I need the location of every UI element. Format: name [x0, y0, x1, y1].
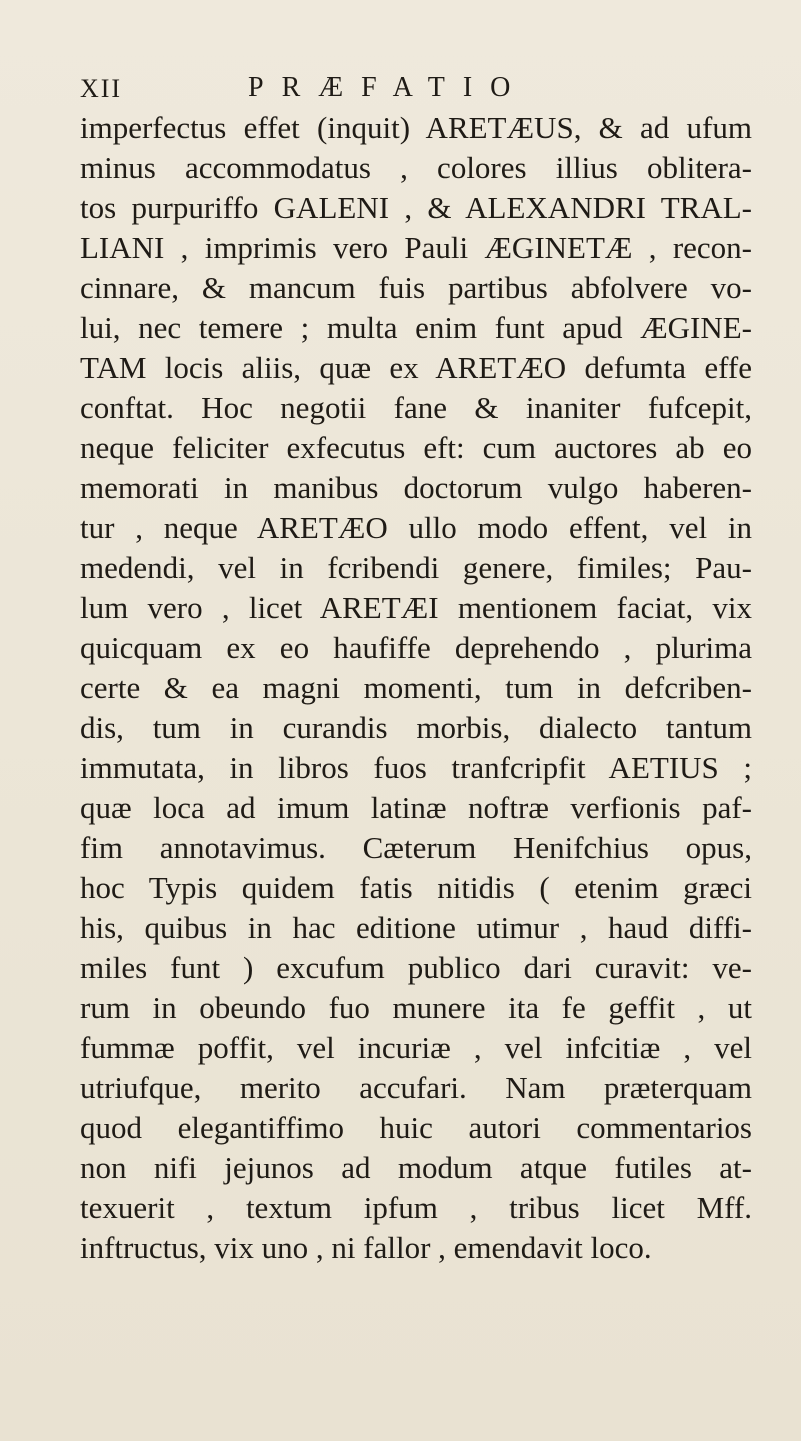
text-line: TAM locis aliis, quæ ex ARETÆO defumta effe [80, 350, 752, 385]
text-line: fim annotavimus. Cæterum Henifchius opus, [80, 830, 752, 865]
text-line: texuerit , textum ipfum , tribus licet Mff. [80, 1190, 752, 1225]
text-line: quod elegantiffimo huic autori commentarios [80, 1110, 752, 1145]
text-line: imperfectus effet (inquit) ARETÆUS, & ad ufum [80, 110, 752, 145]
text-line: hoc Typis quidem fatis nitidis ( etenim græci [80, 870, 752, 905]
text-line: utriufque, merito accufari. Nam præterquam [80, 1070, 752, 1105]
text-line: quicquam ex eo haufiffe deprehendo , plurima [80, 630, 752, 665]
text-line: lum vero , licet ARETÆI mentionem faciat, vix [80, 590, 752, 625]
text-line: memorati in manibus doctorum vulgo haberen- [80, 470, 752, 505]
text-line: tos purpuriffo GALENI , & ALEXANDRI TRAL- [80, 190, 752, 225]
text-line: quæ loca ad imum latinæ noftræ verfionis paf- [80, 790, 752, 825]
text-line: certe & ea magni momenti, tum in defcriben- [80, 670, 752, 705]
text-line: miles funt ) excufum publico dari curavit: ve- [80, 950, 752, 985]
text-line: minus accommodatus , colores illius oblitera- [80, 150, 752, 185]
running-title: PRÆFATIO [248, 72, 529, 103]
text-line: immutata, in libros fuos tranfcripfit AETIUS ; [80, 750, 752, 785]
text-line: inftructus, vix uno , ni fallor , emendavit loco. [80, 1230, 652, 1265]
body-text [80, 108, 752, 1268]
text-line: cinnare, & mancum fuis partibus abfolvere vo- [80, 270, 752, 305]
text-line: medendi, vel in fcribendi genere, fimiles; Pau- [80, 550, 752, 585]
text-line: LIANI , imprimis vero Pauli ÆGINETÆ , recon- [80, 230, 752, 265]
text-line: dis, tum in curandis morbis, dialecto tantum [80, 710, 752, 745]
page-number: XII [80, 74, 123, 103]
text-line: tur , neque ARETÆO ullo modo effent, vel in [80, 510, 752, 545]
text-line: neque feliciter exfecutus eft: cum auctores ab eo [80, 430, 752, 465]
page-header [80, 72, 740, 112]
text-line: his, quibus in hac editione utimur , haud diffi- [80, 910, 752, 945]
text-line: rum in obeundo fuo munere ita fe geffit , ut [80, 990, 752, 1025]
text-line: fummæ poffit, vel incuriæ , vel infcitiæ , vel [80, 1030, 752, 1065]
text-line: lui, nec temere ; multa enim funt apud ÆGINE- [80, 310, 752, 345]
text-line: conftat. Hoc negotii fane & inaniter fufcepit, [80, 390, 752, 425]
text-line: non nifi jejunos ad modum atque futiles at- [80, 1150, 752, 1185]
